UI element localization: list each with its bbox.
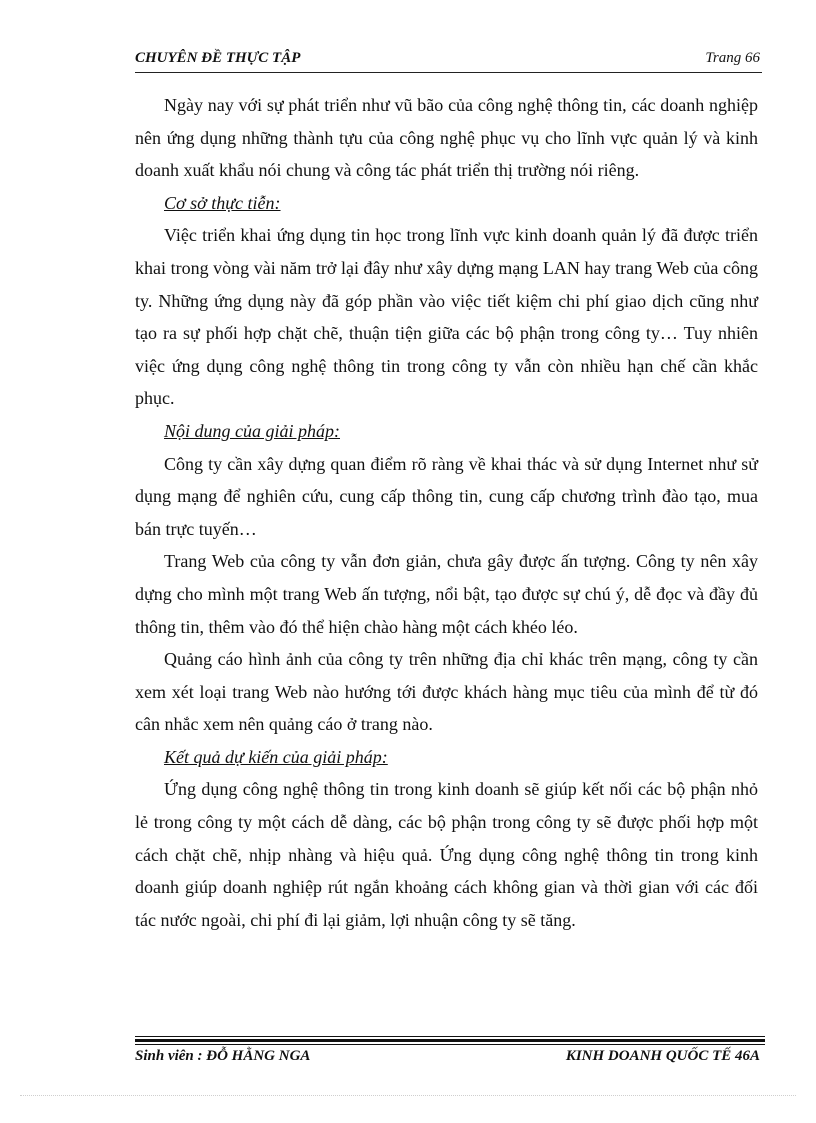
paragraph-expected-results: Ứng dụng công nghệ thông tin trong kinh doanh sẽ giúp kết nối các bộ phận nhỏ lẻ trong công ty một cách dễ dàng, các bộ phận trong công ty sẽ được phối hợp một cách chặt chẽ, nhịp nhàng và hiệu quả. Ứng dụng công nghệ thông tin trong kinh doanh giúp doanh nghiệp rút ngắn khoảng cách không gian và thời gian với các đối tác nước ngoài, chi phí đi lại giảm, lợi nhuận công ty sẽ tăng. [135, 779, 758, 930]
page-footer [135, 1048, 760, 1072]
footer-student: Sinh viên : ĐỖ HẰNG NGA [135, 1048, 311, 1064]
document-body [135, 89, 758, 936]
paragraph-intro: Ngày nay với sự phát triển như vũ bão của công nghệ thông tin, các doanh nghiệp nên ứng dụng những thành tựu của công nghệ phục vụ cho lĩnh vực quản lý và kinh doanh xuất khẩu nói chung và công tác phát triển thị trường nói riêng. [135, 95, 758, 181]
header-divider [135, 72, 762, 73]
paragraph-practical-basis: Việc triển khai ứng dụng tin học trong lĩnh vực kinh doanh quản lý đã được triển khai trong vòng vài năm trở lại đây như xây dựng mạng LAN hay trang Web của công ty. Những ứng dụng này đã góp phần vào việc tiết kiệm chi phí giao dịch cũng như tạo ra sự phối hợp chặt chẽ, thuận tiện giữa các bộ phận trong công ty… Tuy nhiên việc ứng dụng công nghệ thông tin trong công ty vẫn còn nhiều hạn chế cần khắc phục. [135, 225, 758, 409]
subheading-practical-basis: Cơ sở thực tiễn: [164, 192, 281, 213]
footer-department: KINH DOANH QUỐC TẾ 46A [565, 1048, 760, 1064]
footer-divider [135, 1036, 765, 1045]
subheading-solution-content: Nội dung của giải pháp: [164, 420, 340, 441]
paragraph-internet-usage: Công ty cần xây dựng quan điểm rõ ràng về khai thác và sử dụng Internet như sử dụng mạng để nghiên cứu, cung cấp thông tin, cung cấp chương trình đào tạo, mua bán trực tuyến… [135, 453, 758, 539]
page-number: Trang 66 [705, 50, 760, 66]
paragraph-website: Trang Web của công ty vẫn đơn giản, chưa gây được ấn tượng. Công ty nên xây dựng cho mình một trang Web ấn tượng, nổi bật, tạo được sự chú ý, dễ đọc và đầy đủ thông tin, thêm vào đó thể hiện chào hàng một cách khéo léo. [135, 551, 758, 637]
paragraph-advertising: Quảng cáo hình ảnh của công ty trên những địa chỉ khác trên mạng, công ty cần xem xét loại trang Web nào hướng tới được khách hàng mục tiêu của mình để từ đó cân nhắc xem nên quảng cáo ở trang nào. [135, 649, 758, 735]
page-edge-divider [20, 1095, 796, 1096]
subheading-expected-results: Kết quả dự kiến của giải pháp: [164, 746, 388, 767]
header-title: CHUYÊN ĐỀ THỰC TẬP [135, 50, 301, 66]
page-header [135, 48, 762, 72]
